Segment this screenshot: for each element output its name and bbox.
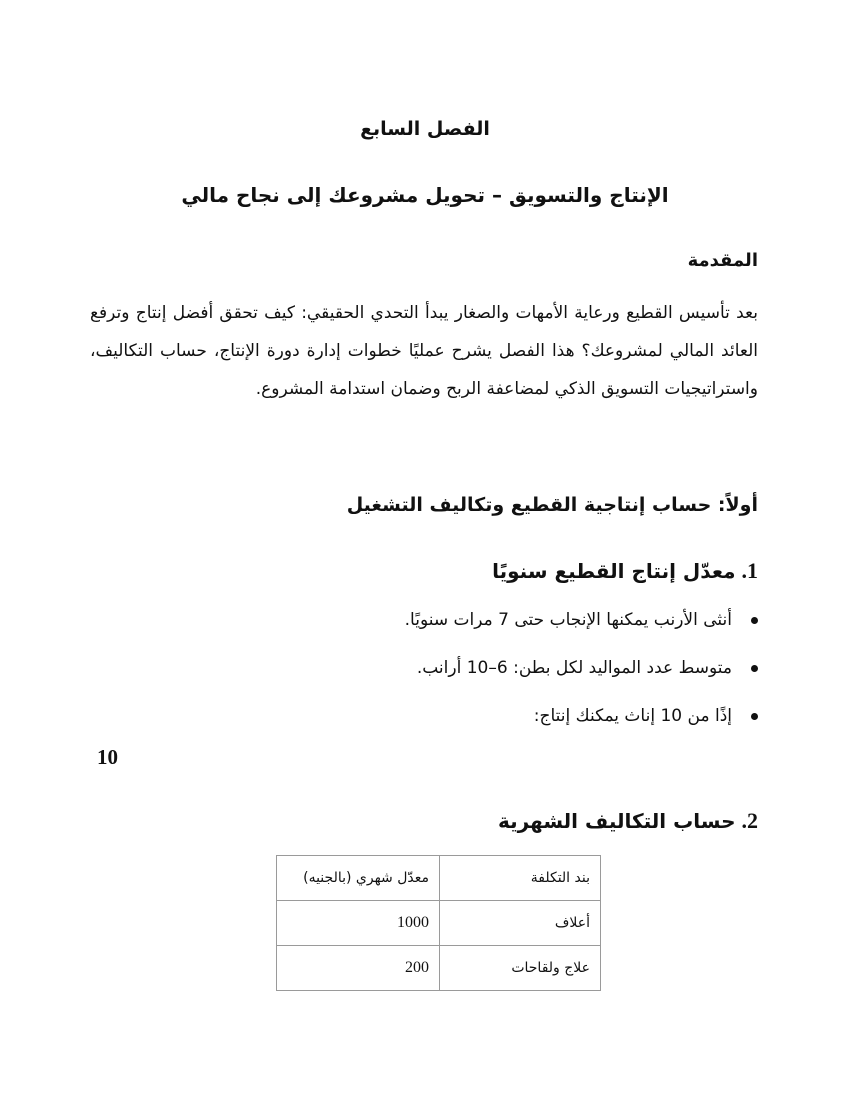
subsection-heading-production <box>492 558 758 584</box>
subsection-title: حساب التكاليف الشهرية <box>498 809 736 833</box>
table-header-row <box>277 856 601 901</box>
subsection-title: معدّل إنتاج القطيع سنويًا <box>492 559 736 583</box>
section-heading: أولاً: حساب إنتاجية القطيع وتكاليف التشغيل <box>346 494 758 516</box>
list-item: أنثى الأرنب يمكنها الإنجاب حتى 7 مرات سنويًا. <box>118 604 758 652</box>
subsection-heading-costs <box>498 808 758 834</box>
bullet-icon <box>751 665 758 672</box>
bullet-icon <box>751 713 758 720</box>
subsection-number: 1. <box>741 558 758 583</box>
list-item: إذًا من 10 إناث يمكنك إنتاج: <box>118 700 758 748</box>
table-row <box>277 901 601 946</box>
cost-table <box>276 855 601 991</box>
table-header-cell: معدّل شهري (بالجنيه) <box>277 856 440 901</box>
intro-heading: المقدمة <box>687 250 758 271</box>
intro-paragraph: بعد تأسيس القطيع ورعاية الأمهات والصغار يبدأ التحدي الحقيقي: كيف تحقق أفضل إنتاج وترفع العائد المالي لمشروعك؟ هذا الفصل يشرح عمليًا خطوات إدارة دورة الإنتاج، حساب التكاليف، واستراتيجيات التسويق الذكي لمضاعفة الربح وضمان استدامة المشروع. <box>90 303 758 399</box>
page-number: 10 <box>97 745 118 769</box>
table-cell-value: 1000 <box>277 901 440 946</box>
chapter-title: الفصل السابع <box>360 118 490 140</box>
table-cell-item: أعلاف <box>440 901 601 946</box>
production-bullet-list <box>118 604 758 748</box>
list-item: متوسط عدد المواليد لكل بطن: 6–10 أرانب. <box>118 652 758 700</box>
bullet-icon <box>751 617 758 624</box>
table-row <box>277 946 601 991</box>
table-cell-value: 200 <box>277 946 440 991</box>
table-cell-item: علاج ولقاحات <box>440 946 601 991</box>
table-header-cell: بند التكلفة <box>440 856 601 901</box>
subsection-number: 2. <box>741 808 758 833</box>
chapter-subtitle: الإنتاج والتسويق – تحويل مشروعك إلى نجاح مالي <box>181 183 669 207</box>
